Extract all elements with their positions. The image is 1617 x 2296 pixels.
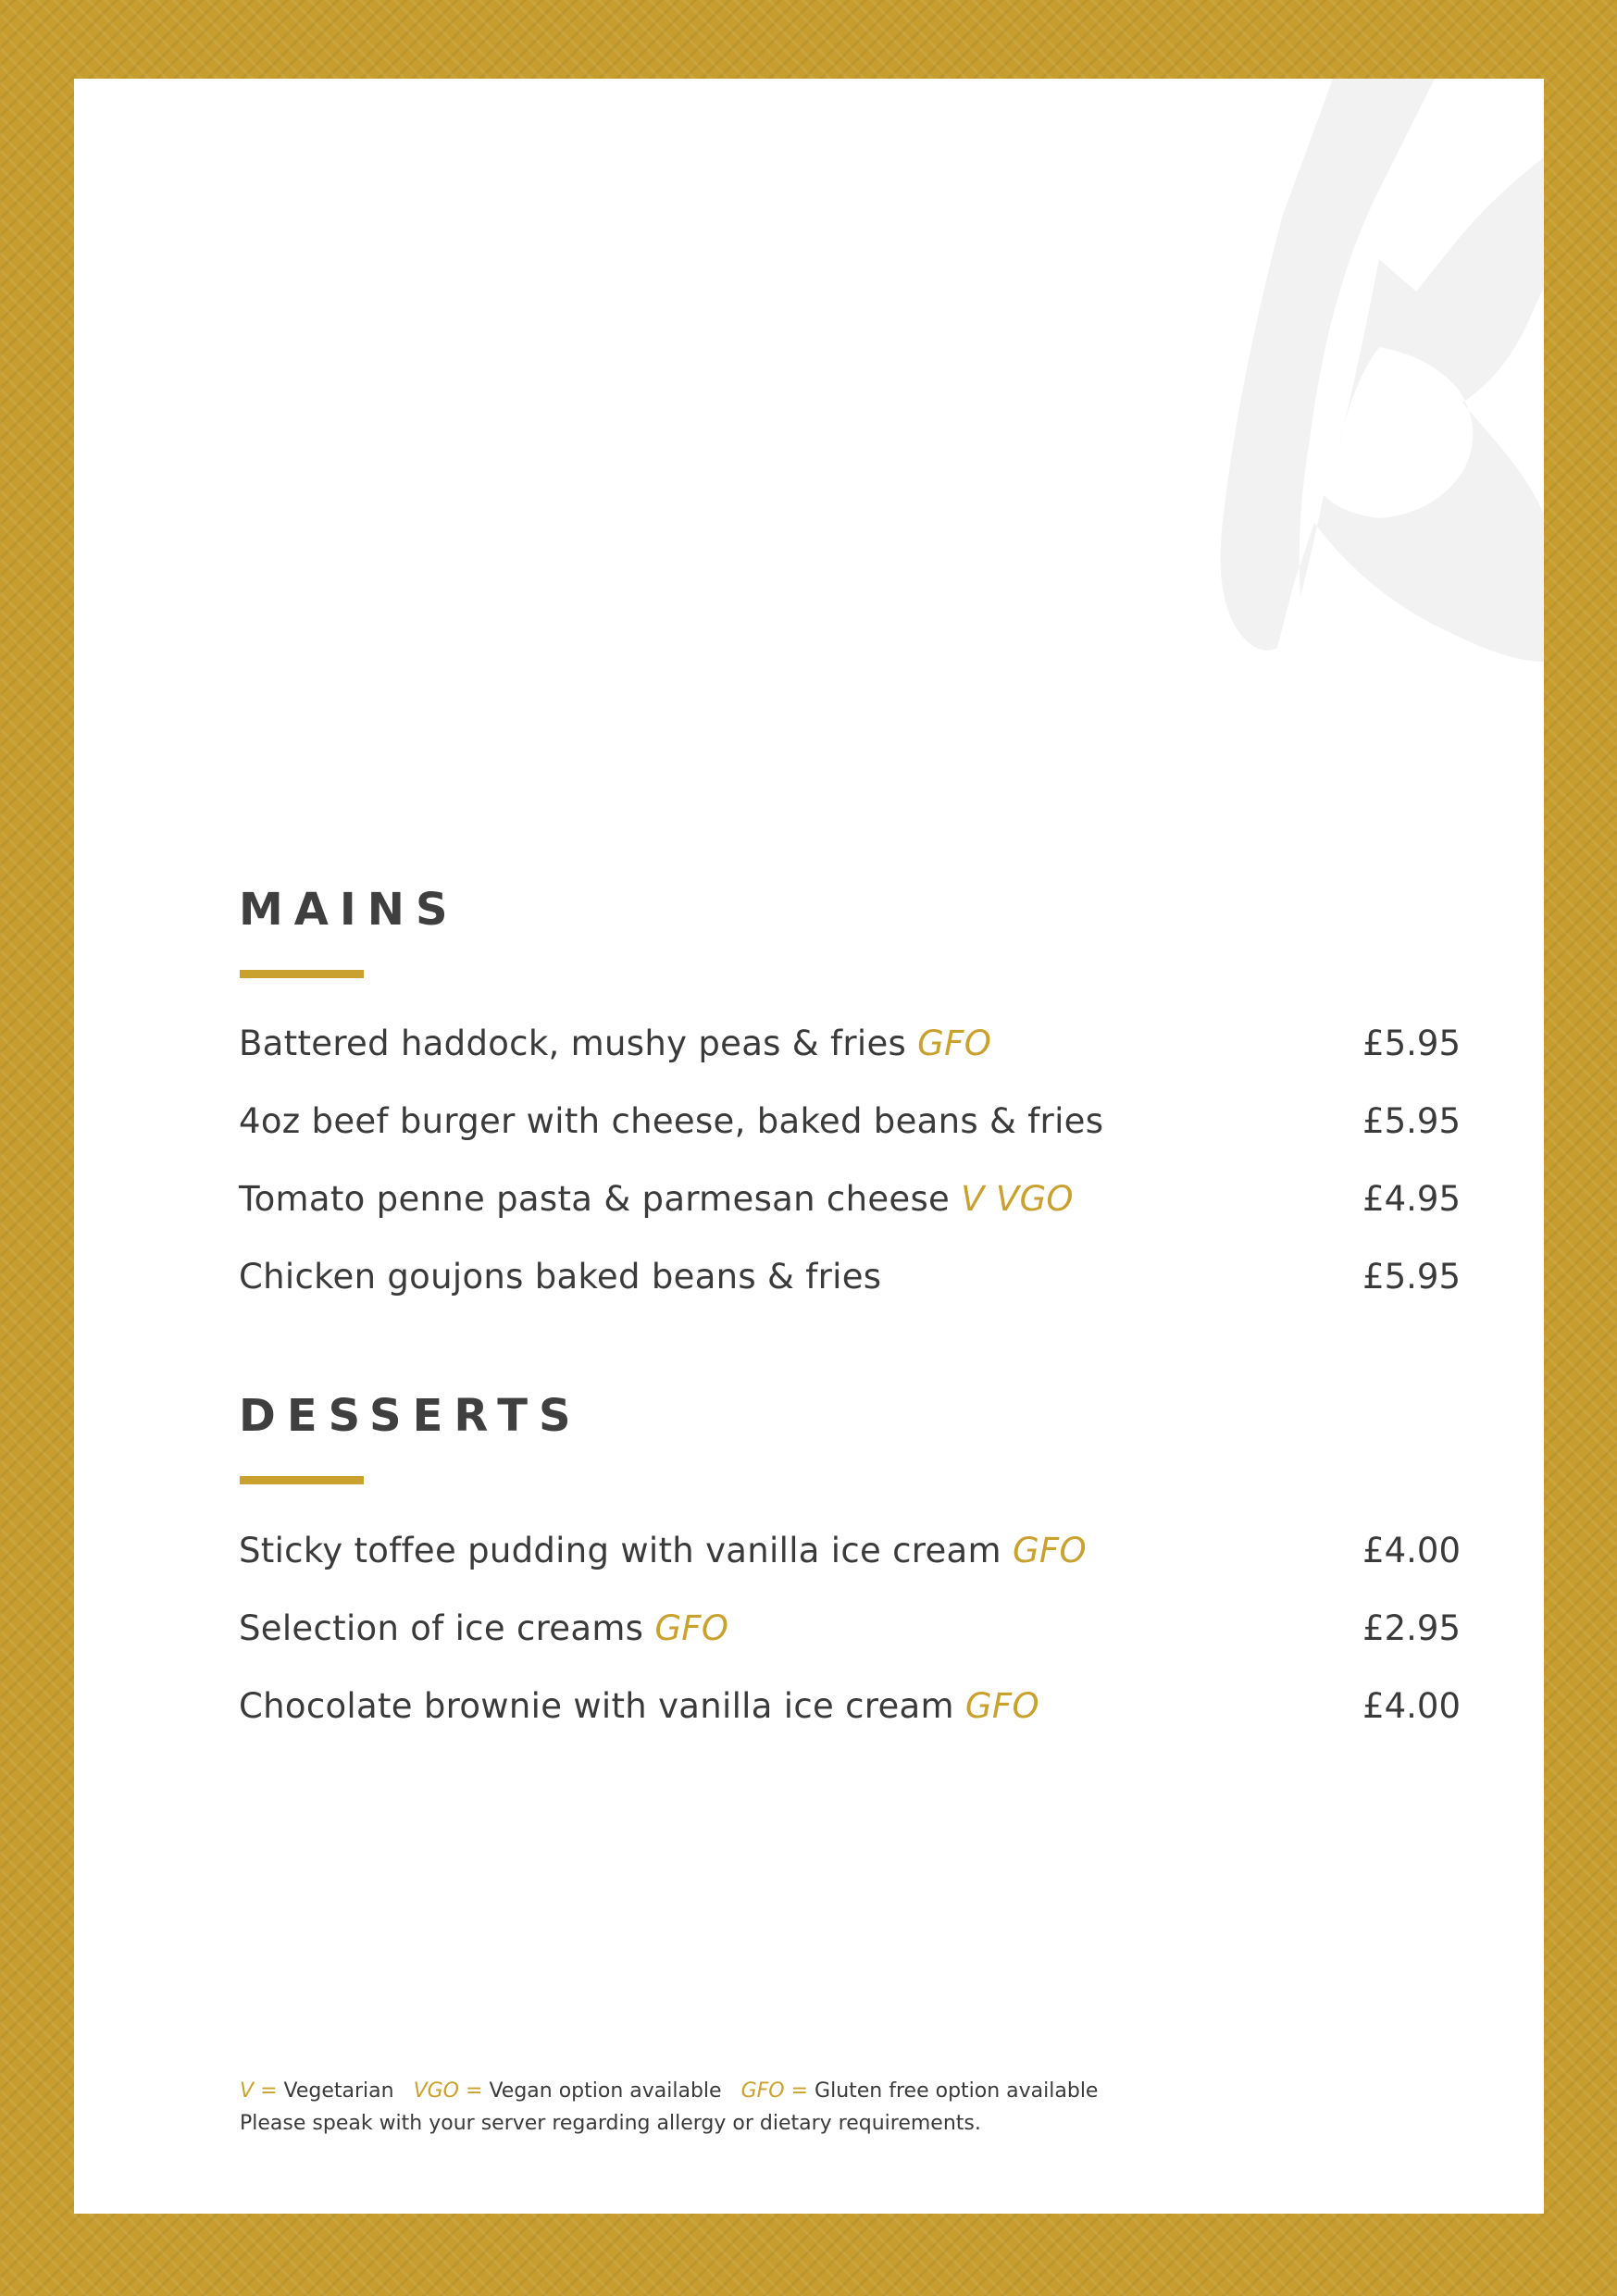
item-name: Tomato penne pasta & parmesan cheese V VGO (239, 1179, 1074, 1219)
menu-page (74, 79, 1544, 2214)
item-price: £5.95 (1362, 1257, 1461, 1297)
dietary-legend: V = Vegetarian VGO = Vegan option available GFO = Gluten free option available (240, 2079, 1099, 2103)
menu-item (239, 1686, 1461, 1742)
legend-desc-gfo: Gluten free option available (815, 2079, 1099, 2103)
menu-item (239, 1531, 1461, 1586)
item-name: Chocolate brownie with vanilla ice cream GFO (239, 1686, 1039, 1726)
item-name: Chicken goujons baked beans & fries (239, 1257, 882, 1297)
item-name: Battered haddock, mushy peas & fries GFO (239, 1024, 992, 1063)
allergy-note: Please speak with your server regarding allergy or dietary requirements. (240, 2112, 981, 2135)
legend-key-gfo: GFO (740, 2079, 785, 2103)
mains-heading: MAINS (239, 884, 459, 936)
diet-tag: GFO (654, 1608, 729, 1648)
menu-item (239, 1257, 1461, 1312)
menu-item (239, 1608, 1461, 1664)
item-name: Sticky toffee pudding with vanilla ice cream GFO (239, 1531, 1087, 1570)
desserts-heading: DESSERTS (239, 1390, 582, 1442)
item-name: 4oz beef burger with cheese, baked beans & fries (239, 1101, 1104, 1141)
mains-divider (240, 970, 364, 978)
diet-tag: GFO (964, 1686, 1039, 1726)
item-price: £2.95 (1362, 1608, 1461, 1648)
legend-key-vgo: VGO (413, 2079, 459, 2103)
item-name: Selection of ice creams GFO (239, 1608, 729, 1648)
legend-desc-vgo: Vegan option available (489, 2079, 722, 2103)
item-price: £5.95 (1362, 1101, 1461, 1141)
desserts-divider (240, 1476, 364, 1484)
item-price: £4.95 (1362, 1179, 1461, 1219)
diet-tag: GFO (917, 1024, 992, 1063)
legend-key-v: V (240, 2079, 255, 2103)
item-price: £5.95 (1362, 1024, 1461, 1063)
item-price: £4.00 (1362, 1686, 1461, 1726)
menu-item (239, 1024, 1461, 1079)
monogram-b-stroke (1221, 79, 1544, 662)
diet-tag: GFO (1012, 1531, 1087, 1570)
diet-tag: V VGO (961, 1179, 1074, 1219)
menu-item (239, 1101, 1461, 1157)
item-price: £4.00 (1362, 1531, 1461, 1570)
monogram-b-icon (1138, 79, 1544, 689)
legend-desc-v: Vegetarian (283, 2079, 394, 2103)
menu-item (239, 1179, 1461, 1235)
